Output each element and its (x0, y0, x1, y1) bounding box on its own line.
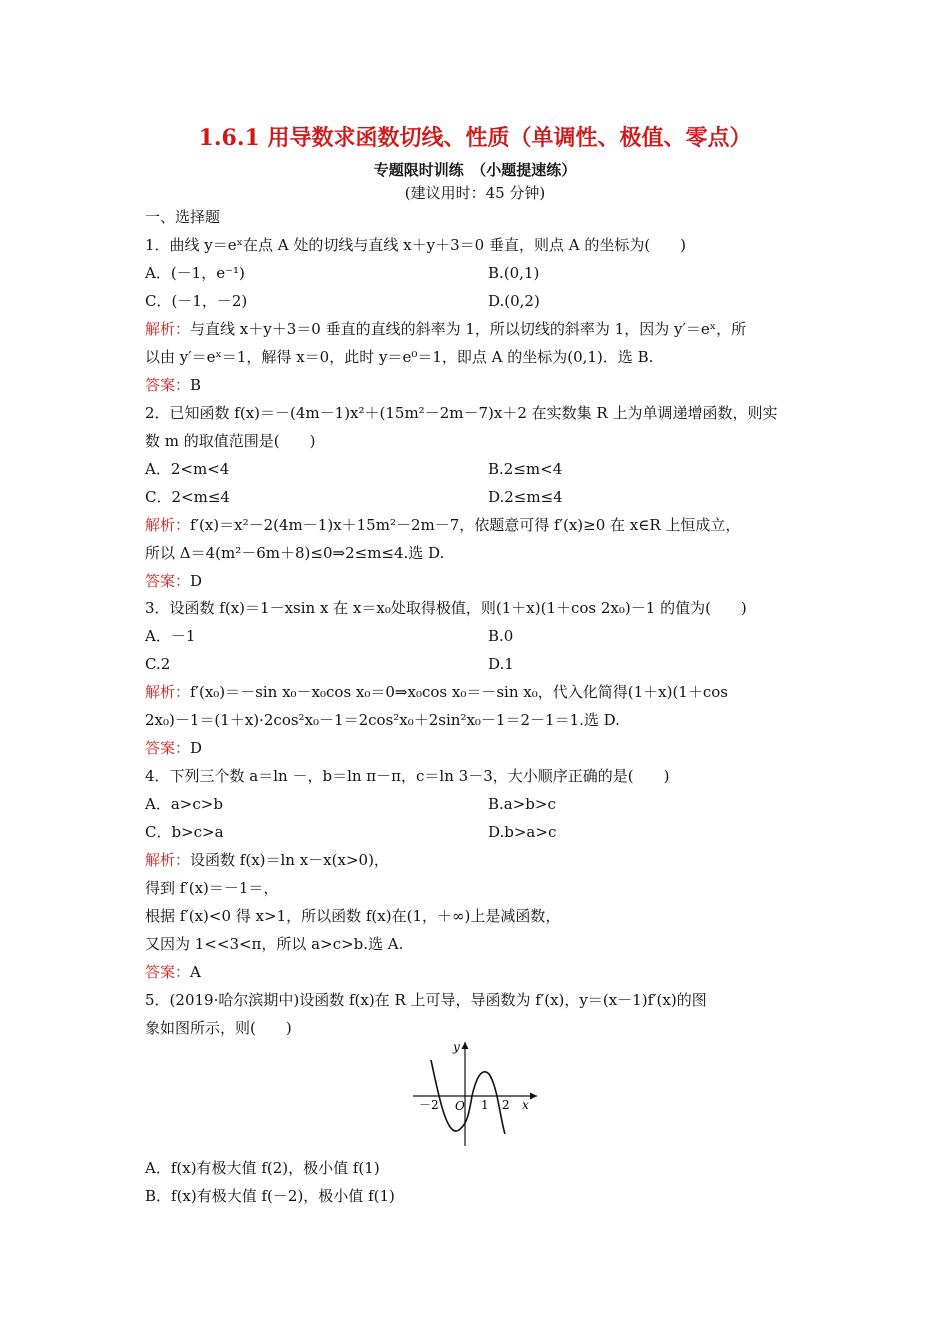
answer-value: D (190, 739, 203, 757)
answer-value: D (190, 572, 203, 590)
q2-option-d: D.2≤m≤4 (488, 488, 563, 506)
q2-stem-line2: 数 m 的取值范围是( ) (145, 432, 316, 450)
q3-analysis-line2: 2x₀)－1＝(1＋x)·2cos²x₀－1＝2cos²x₀＋2sin²x₀－1＝2－1＝1.选 D. (145, 711, 620, 729)
q3-analysis-line1 (145, 682, 728, 702)
q4-analysis-line3: 根据 f′(x)<0 得 x>1，所以函数 f(x)在(1，＋∞)上是减函数， (145, 907, 561, 925)
answer-label: 答案： (145, 376, 191, 394)
q3-answer (145, 738, 202, 758)
q1-option-b: B.(0,1) (488, 264, 540, 282)
answer-value: A (190, 963, 201, 981)
q1-analysis-line2: 以由 y′＝eˣ＝1，解得 x＝0，此时 y＝e⁰＝1，即点 A 的坐标为(0,1)．选 B. (145, 348, 654, 366)
section-heading: 一、选择题 (145, 208, 221, 226)
analysis-text: f′(x₀)＝－sin x₀－x₀cos x₀＝0⇒x₀cos x₀＝－sin x₀，代入化简得(1＋x)(1＋cos (190, 683, 728, 701)
y-axis-label: y (453, 1040, 460, 1054)
q3-option-d: D.1 (488, 655, 514, 673)
q3-option-c: C.2 (145, 655, 171, 673)
analysis-text: 设函数 f(x)＝ln x－x(x>0)， (190, 851, 389, 869)
q1-option-c: C．(－1，－2) (145, 292, 248, 310)
q1-stem: 1．曲线 y＝eˣ在点 A 处的切线与直线 x＋y＋3＝0 垂直，则点 A 的坐标为( ) (145, 236, 687, 254)
subtitle: 专题限时训练 （小题提速练） (373, 161, 577, 179)
q4-answer (145, 962, 201, 982)
q5-stem-line2: 象如图所示，则( ) (145, 1019, 292, 1037)
answer-value: B (190, 376, 202, 394)
analysis-label: 解析： (145, 683, 191, 701)
q1-answer (145, 375, 201, 395)
tick-label: －2 (419, 1098, 439, 1112)
answer-label: 答案： (145, 739, 191, 757)
q5-option-b: B．f(x)有极大值 f(－2)，极小值 f(1) (145, 1187, 395, 1205)
graph-curve (431, 1060, 505, 1134)
tick-label: 2 (502, 1098, 510, 1112)
q3-stem: 3．设函数 f(x)＝1－xsin x 在 x＝x₀处取得极值，则(1＋x)(1＋cos 2x₀)－1 的值为( ) (145, 599, 747, 617)
analysis-label: 解析： (145, 320, 191, 338)
page-title: 1.6.1 用导数求函数切线、性质（单调性、极值、零点） (198, 125, 752, 151)
q3-option-a: A．－1 (145, 627, 196, 645)
q4-analysis-line2: 得到 f′(x)＝－1＝， (145, 879, 279, 897)
origin-label: O (455, 1099, 465, 1113)
q1-option-a: A．(－1，e⁻¹) (145, 264, 245, 282)
tick-label: 1 (481, 1098, 489, 1112)
q4-analysis-line1 (145, 850, 389, 870)
q4-option-a: A．a>c>b (145, 795, 223, 813)
q2-option-c: C．2<m≤4 (145, 488, 230, 506)
q1-option-d: D.(0,2) (488, 292, 540, 310)
q4-stem: 4．下列三个数 a＝ln －，b＝ln π－π，c＝ln 3－3，大小顺序正确的是( ) (145, 767, 670, 785)
q2-option-b: B.2≤m<4 (488, 460, 563, 478)
q2-answer (145, 571, 202, 591)
time-note: (建议用时：45 分钟) (404, 184, 546, 202)
answer-label: 答案： (145, 963, 191, 981)
q2-analysis-line1 (145, 515, 740, 535)
q2-stem-line1: 2．已知函数 f(x)＝－(4m－1)x²＋(15m²－2m－7)x＋2 在实数集 R 上为单调递增函数，则实 (145, 404, 778, 422)
q4-option-b: B.a>b>c (488, 795, 556, 813)
analysis-text: f′(x)＝x²－2(4m－1)x＋15m²－2m－7，依题意可得 f′(x)≥0 在 x∈R 上恒成立， (190, 516, 741, 534)
q2-option-a: A．2<m<4 (145, 460, 230, 478)
q2-analysis-line2: 所以 Δ＝4(m²－6m＋8)≤0⇒2≤m≤4.选 D. (145, 544, 445, 562)
answer-label: 答案： (145, 572, 191, 590)
q5-stem-line1: 5．(2019·哈尔滨期中)设函数 f(x)在 R 上可导，导函数为 f′(x)，y＝(x－1)f′(x)的图 (145, 991, 707, 1009)
q1-analysis-line1 (145, 319, 746, 339)
analysis-text: 与直线 x＋y＋3＝0 垂直的直线的斜率为 1，所以切线的斜率为 1，因为 y′＝eˣ，所 (190, 320, 747, 338)
q4-analysis-line4: 又因为 1<<3<π，所以 a>c>b.选 A. (145, 935, 404, 953)
x-axis-label: x (522, 1098, 529, 1112)
q3-option-b: B.0 (488, 627, 514, 645)
q5-graph-figure (405, 1038, 545, 1150)
analysis-label: 解析： (145, 516, 191, 534)
q4-option-c: C．b>c>a (145, 823, 224, 841)
analysis-label: 解析： (145, 851, 191, 869)
q5-option-a: A．f(x)有极大值 f(2)，极小值 f(1) (145, 1159, 380, 1177)
q4-option-d: D.b>a>c (488, 823, 557, 841)
